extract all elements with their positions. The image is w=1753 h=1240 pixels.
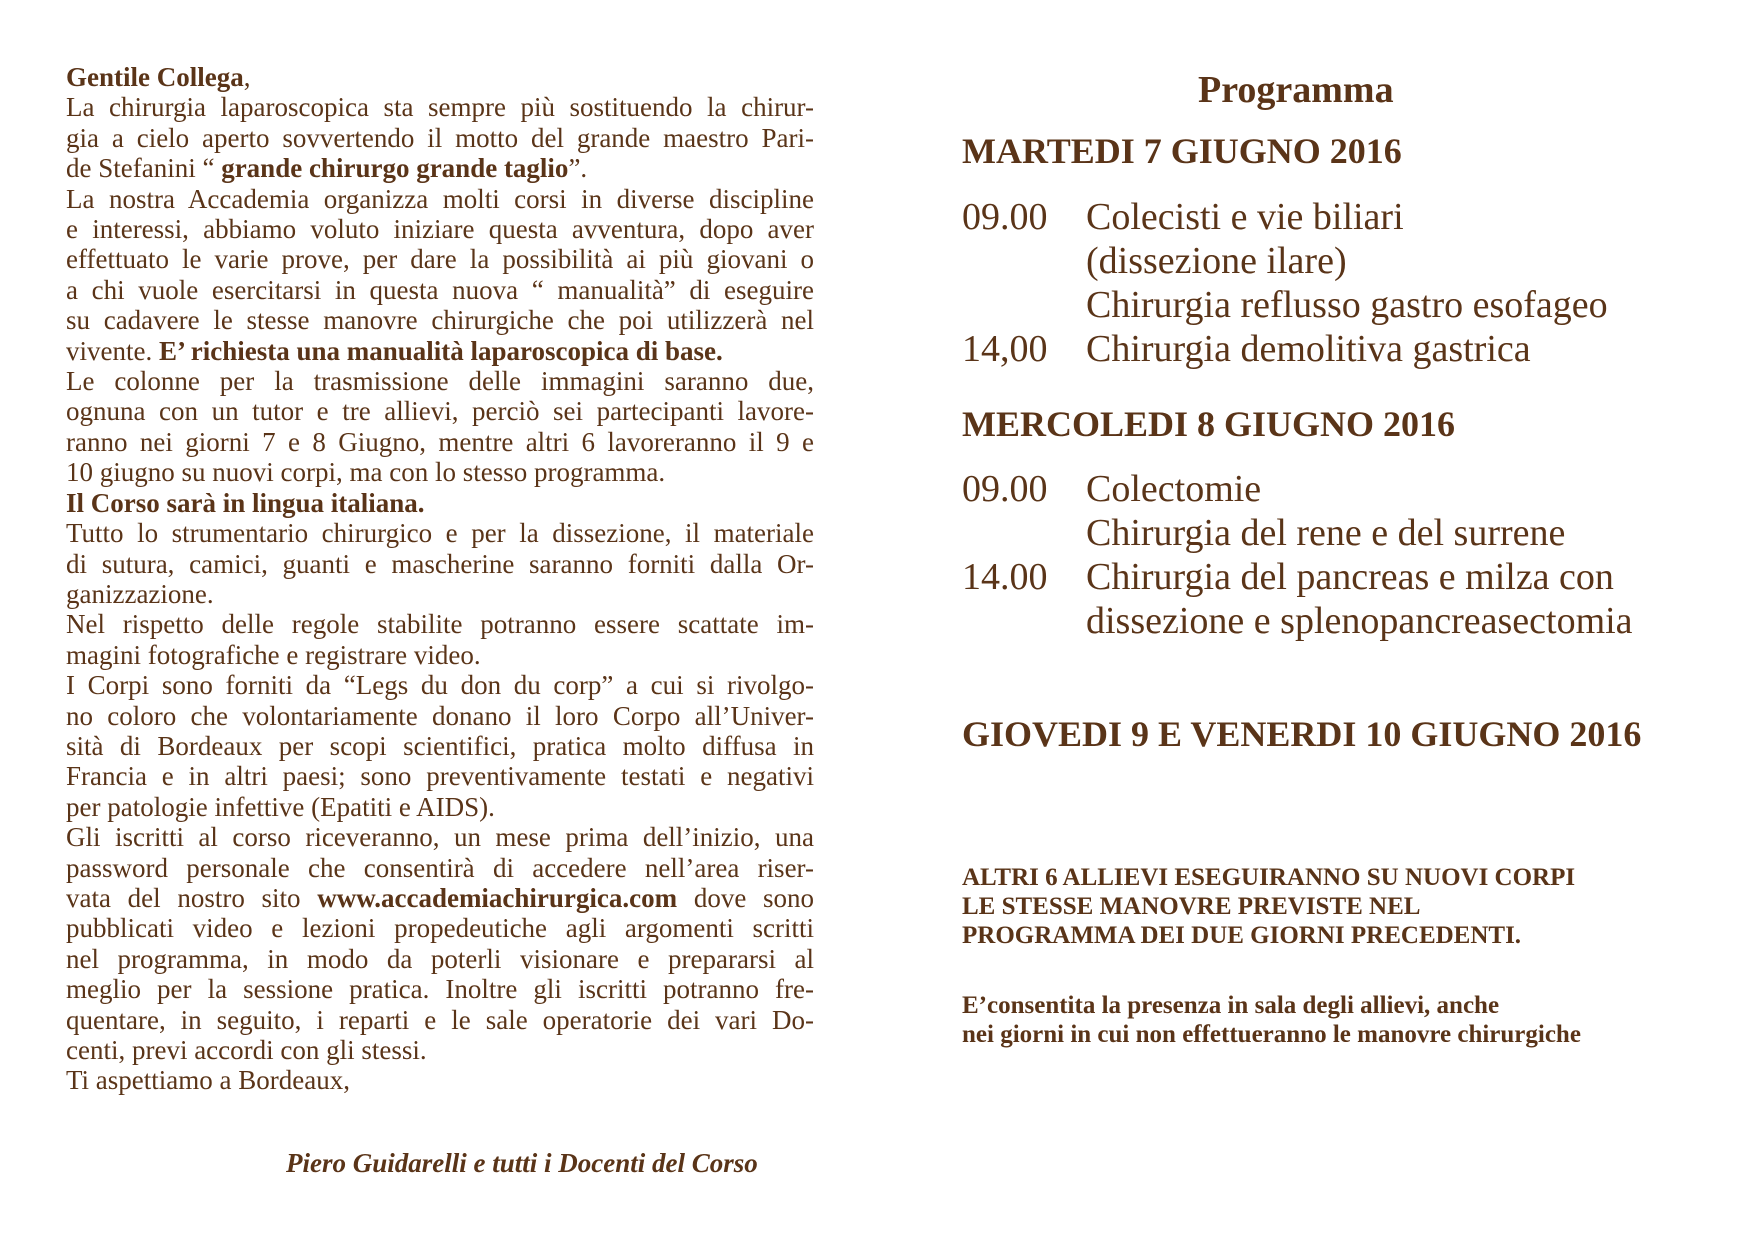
letter-line — [66, 792, 814, 822]
letter-text: pubblicati video e lezioni propedeutiche agli argomenti scritti — [66, 913, 814, 944]
letter-text: ranno nei giorni 7 e 8 Giugno, mentre altri 6 lavoreranno il 9 e — [66, 426, 814, 457]
letter-text: La nostra Accademia organizza molti corsi in diverse discipline — [66, 183, 814, 214]
slot-items — [1086, 195, 1608, 327]
letter-line — [66, 974, 814, 1004]
letter-line — [66, 1005, 814, 1035]
letter-text: quentare, in seguito, i reparti e le sale operatorie dei vari Do- — [66, 1004, 814, 1035]
note-line: PROGRAMMA DEI DUE GIORNI PRECEDENTI. — [962, 922, 1522, 949]
letter-emphasis: E’ richiesta una manualità laparoscopica di base. — [158, 335, 723, 366]
letter-line — [66, 518, 814, 548]
letter-text: Le colonne per la trasmissione delle immagini saranno due, — [66, 366, 814, 397]
letter-text: no coloro che volontariamente donano il loro Corpo all’Univer- — [66, 700, 814, 731]
letter-emphasis: www.accademiachirurgica.com — [317, 882, 678, 913]
letter-text: Ti aspettiamo a Bordeaux, — [66, 1065, 350, 1096]
letter-text: e interessi, abbiamo voluto iniziare questa avventura, dopo aver — [66, 214, 814, 245]
letter-line — [66, 579, 814, 609]
day3-note-secondary — [962, 991, 1581, 1049]
program-title: Programma — [1198, 69, 1394, 111]
slot-items — [1086, 327, 1531, 371]
letter-text: Gli iscritti al corso riceveranno, un mese prima dell’inizio, una — [66, 822, 814, 853]
letter-text: su cadavere le stesse manovre chirurgiche che poi utilizzerà nel — [66, 305, 814, 336]
note-line: LE STESSE MANOVRE PREVISTE NEL — [962, 893, 1421, 920]
letter-line — [66, 488, 814, 518]
letter-line — [66, 275, 814, 305]
letter-text: Tutto lo strumentario chirurgico e per la dissezione, il materiale — [66, 518, 814, 549]
letter-text: per patologie infettive (Epatiti e AIDS). — [66, 791, 495, 822]
slot-item: Colectomie — [1086, 468, 1262, 510]
letter-greeting: Gentile Collega — [66, 62, 244, 92]
letter-text: effettuato le varie prove, per dare la possibilità ai più giovani o — [66, 244, 814, 275]
letter-line — [66, 1035, 814, 1065]
slot-item: Chirurgia del pancreas e milza con — [1086, 556, 1614, 598]
slot-item: Chirurgia del rene e del surrene — [1086, 512, 1566, 554]
letter-text: sità di Bordeaux per scopi scientifici, pratica molto diffusa in — [66, 730, 814, 761]
letter-line — [66, 214, 814, 244]
letter-line — [66, 305, 814, 335]
letter-text: 10 giugno su nuovi corpi, ma con lo stesso programma. — [66, 457, 666, 488]
letter-text: Nel rispetto delle regole stabilite potranno essere scattate im- — [66, 609, 814, 640]
letter-line — [66, 457, 814, 487]
slot-items — [1086, 467, 1565, 555]
slot-item: dissezione e splenopancreasectomia — [1086, 600, 1633, 642]
letter-text: I Corpi sono forniti da “Legs du don du corp” a cui si rivolgo- — [66, 670, 814, 701]
letter-text: ognuna con un tutor e tre allievi, perciò sei partecipanti lavore- — [66, 396, 814, 427]
letter-line — [66, 853, 814, 883]
letter-line — [66, 396, 814, 426]
letter-line — [66, 549, 814, 579]
letter-text: vivente. — [66, 335, 159, 366]
letter-text: ”. — [568, 153, 588, 184]
letter-line — [66, 1065, 814, 1095]
letter-emphasis: Il Corso sarà in lingua italiana. — [66, 487, 425, 518]
note-line: nei giorni in cui non effettueranno le manovre chirurgiche — [962, 1021, 1581, 1048]
letter-text: ganizzazione. — [66, 578, 214, 609]
letter-line — [66, 761, 814, 791]
slot-items — [1086, 555, 1633, 643]
letter-emphasis: grande chirurgo grande taglio — [221, 153, 569, 184]
letter-text: dove sono — [677, 882, 815, 913]
letter-text: gia a cielo aperto sovvertendo il motto del grande maestro Pari- — [66, 122, 814, 153]
letter-line — [66, 123, 814, 153]
letter-text: centi, previ accordi con gli stessi. — [66, 1035, 427, 1065]
letter-line — [66, 913, 814, 943]
letter-line — [66, 640, 814, 670]
letter-line — [66, 366, 814, 396]
slot-time: 09.00 — [962, 468, 1048, 510]
letter-line — [66, 731, 814, 761]
slot-item: Chirurgia reflusso gastro esofageo — [1086, 284, 1608, 326]
slot-item: Colecisti e vie biliari — [1086, 196, 1404, 238]
letter-line — [66, 609, 814, 639]
letter-text: La chirurgia laparoscopica sta sempre più sostituendo la chirur- — [66, 92, 814, 123]
letter-line — [66, 427, 814, 457]
letter-line — [66, 944, 814, 974]
letter-line — [66, 822, 814, 852]
letter-text: a chi vuole esercitarsi in questa nuova “ manualità” di eseguire — [66, 274, 814, 305]
letter-text: vata del nostro sito — [66, 882, 318, 913]
letter-text: di sutura, camici, guanti e mascherine saranno forniti dalla Or- — [66, 548, 814, 579]
letter-line — [66, 244, 814, 274]
day3-note-primary — [962, 863, 1575, 950]
slot-item: Chirurgia demolitiva gastrica — [1086, 328, 1531, 370]
slot-time: 14,00 — [962, 328, 1048, 370]
note-line: ALTRI 6 ALLIEVI ESEGUIRANNO SU NUOVI CORPI — [962, 864, 1576, 891]
letter-line — [66, 184, 814, 214]
letter-text: magini fotografiche e registrare video. — [66, 639, 481, 670]
letter-line — [66, 670, 814, 700]
letter-greeting-line — [66, 62, 814, 92]
slot-time: 14.00 — [962, 556, 1048, 598]
day2-heading: MERCOLEDI 8 GIUGNO 2016 — [962, 404, 1456, 444]
letter-text: meglio per la sessione pratica. Inoltre gli iscritti potranno fre- — [66, 974, 814, 1005]
letter-line — [66, 153, 814, 183]
note-line: E’consentita la presenza in sala degli allievi, anche — [962, 992, 1500, 1019]
slot-item: (dissezione ilare) — [1086, 240, 1347, 282]
letter-signature: Piero Guidarelli e tutti i Docenti del Corso — [286, 1148, 758, 1178]
letter-line — [66, 92, 814, 122]
letter-line — [66, 701, 814, 731]
letter-text: Francia e in altri paesi; sono preventivamente testati e negativi — [66, 761, 814, 792]
day1-heading: MARTEDI 7 GIUGNO 2016 — [962, 131, 1402, 171]
letter-line — [66, 336, 814, 366]
day3-heading: GIOVEDI 9 E VENERDI 10 GIUGNO 2016 — [962, 714, 1642, 754]
letter-line — [66, 883, 814, 913]
letter-body — [66, 92, 814, 1095]
letter-text: password personale che consentirà di accedere nell’area riser- — [66, 852, 814, 883]
letter-column — [66, 62, 814, 1096]
slot-time: 09.00 — [962, 196, 1048, 238]
letter-text: nel programma, in modo da poterli visionare e prepararsi al — [66, 943, 814, 974]
letter-text: de Stefanini “ — [66, 153, 222, 184]
letter-greeting-comma: , — [243, 62, 251, 92]
